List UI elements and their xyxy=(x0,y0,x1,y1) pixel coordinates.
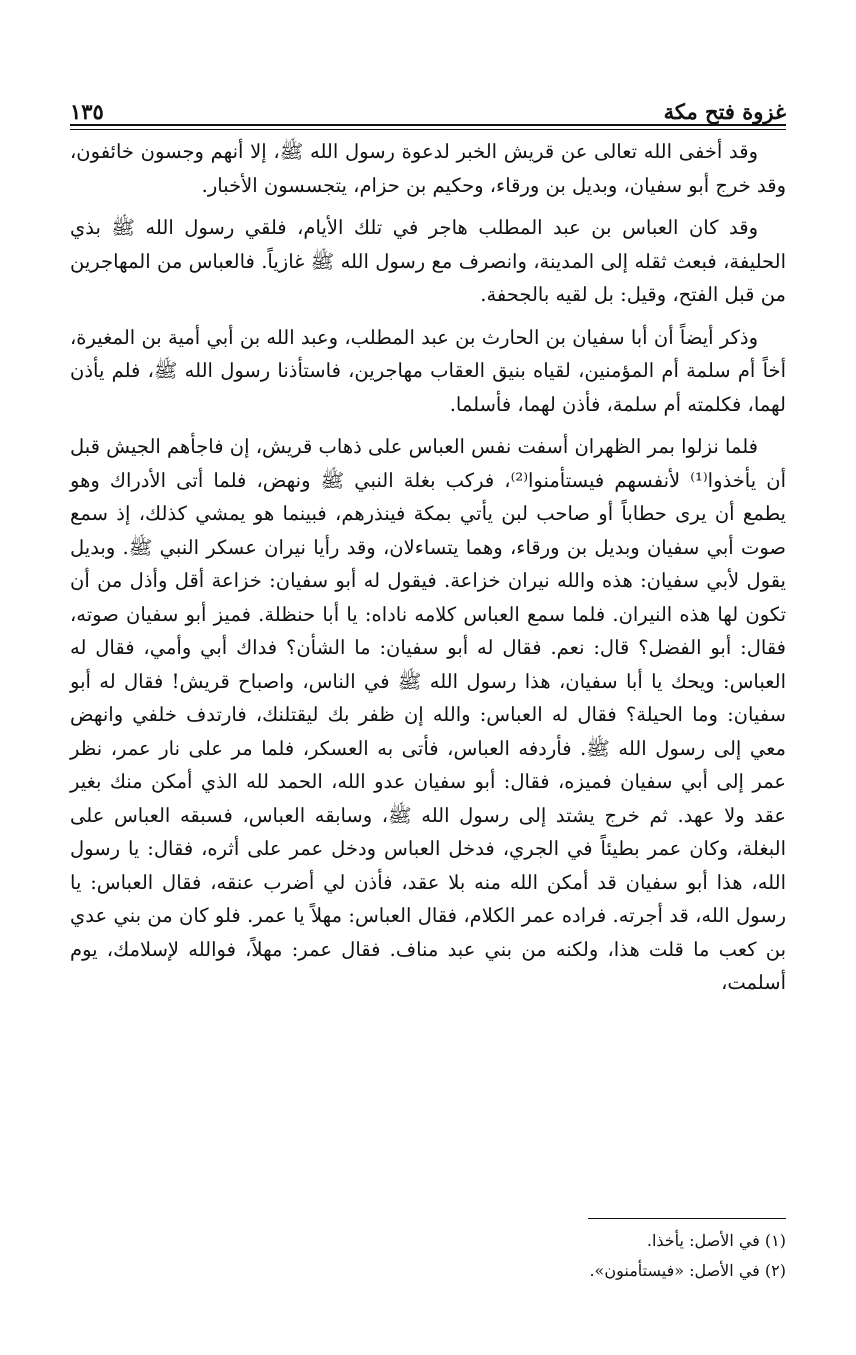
paragraph: وقد أخفى الله تعالى عن قريش الخبر لدعوة رسول الله ﷺ، إلا أنهم وجسون خائفون، وقد خرج أبو سفيان، وبديل بن ورقاء، وحكيم بن حزام، يتجسسون الأخبار. xyxy=(70,140,786,197)
header-rule-thin xyxy=(70,129,786,130)
header-rule-thick xyxy=(70,124,786,126)
footnotes xyxy=(70,1226,786,1286)
paragraph: وقد كان العباس بن عبد المطلب هاجر في تلك الأيام، فلقي رسول الله ﷺ بذي الحليفة، فبعث ثقله إلى المدينة، وانصرف مع رسول الله ﷺ غازياً. فالعباس من المهاجرين من قبل الفتح، وقيل: بل لقيه بالجحفة. xyxy=(70,216,786,306)
page-number: ١٣٥ xyxy=(70,99,104,124)
running-header xyxy=(70,88,786,124)
running-title: غزوة فتح مكة xyxy=(663,99,786,124)
footnote-separator xyxy=(588,1218,786,1219)
paragraph: فلما نزلوا بمر الظهران أسفت نفس العباس على ذهاب قريش، إن فاجأهم الجيش قبل أن يأخذوا⁽¹⁾ لأنفسهم فيستأمنوا⁽²⁾، فركب بغلة النبي ﷺ ونهض، فلما أتى الأدراك وهو يطمع أن يرى حطاباً أو صاحب لبن يأتي بمكة فينذرهم، فبينما هو يمشي كذلك، إذ سمع صوت أبي سفيان وبديل بن ورقاء، وهما يتساءلان، وقد رأيا نيران عسكر النبي ﷺ. وبديل يقول لأبي سفيان: هذه والله نيران خزاعة. فيقول له أبو سفيان: خزاعة أقل وأذل من أن تكون لها هذه النيران. فلما سمع العباس كلامه ناداه: يا أبا حنظلة. فميز أبو سفيان صوته، فقال: أبو الفضل؟ قال: نعم. فقال له أبو سفيان: ما الشأن؟ فداك أبي وأمي، فقال له العباس: ويحك يا أبا سفيان، هذا رسول الله ﷺ في الناس، واصباح قريش! فقال له أبو سفيان: وما الحيلة؟ فقال له العباس: والله إن ظفر بك ليقتلنك، فارتدف خلفي وانهض معي إلى رسول الله ﷺ. فأردفه العباس، فأتى به العسكر، فلما مر على نار عمر، نظر عمر إلى أبي سفيان فميزه، فقال: أبو سفيان عدو الله، الحمد لله الذي أمكن منك بغير عقد ولا عهد. ثم خرج يشتد إلى رسول الله ﷺ، وسابقه العباس، فسبقه العباس على البغلة، وكان عمر بطيئاً في الجري، فدخل العباس ودخل عمر على أثره، فقال: يا رسول الله، هذا أبو سفيان قد أمكن الله منه بلا عقد، فأذن لي أضرب عنقه، فقال العباس: يا رسول الله، قد أجرته. فراده عمر الكلام، فقال العباس: مهلاً يا عمر. فلو كان من بني عدي بن كعب ما قلت هذا، ولكنه من بني عبد مناف. فقال عمر: مهلاً، فوالله لإسلامك، يوم أسلمت، xyxy=(69,435,786,994)
footnote: (٢) في الأصل: «فيستأمنون». xyxy=(589,1261,786,1280)
footnote: (١) في الأصل: يأخذا. xyxy=(646,1231,786,1250)
paragraph: وذكر أيضاً أن أبا سفيان بن الحارث بن عبد المطلب، وعبد الله بن أبي أمية بن المغيرة، أخاً أم سلمة أم المؤمنين، لقياه بنيق العقاب مهاجرين، فاستأذنا رسول الله ﷺ، فلم يأذن لهما، فكلمته أم سلمة، فأذن لهما، فأسلما. xyxy=(70,325,786,416)
main-text xyxy=(70,135,786,1000)
